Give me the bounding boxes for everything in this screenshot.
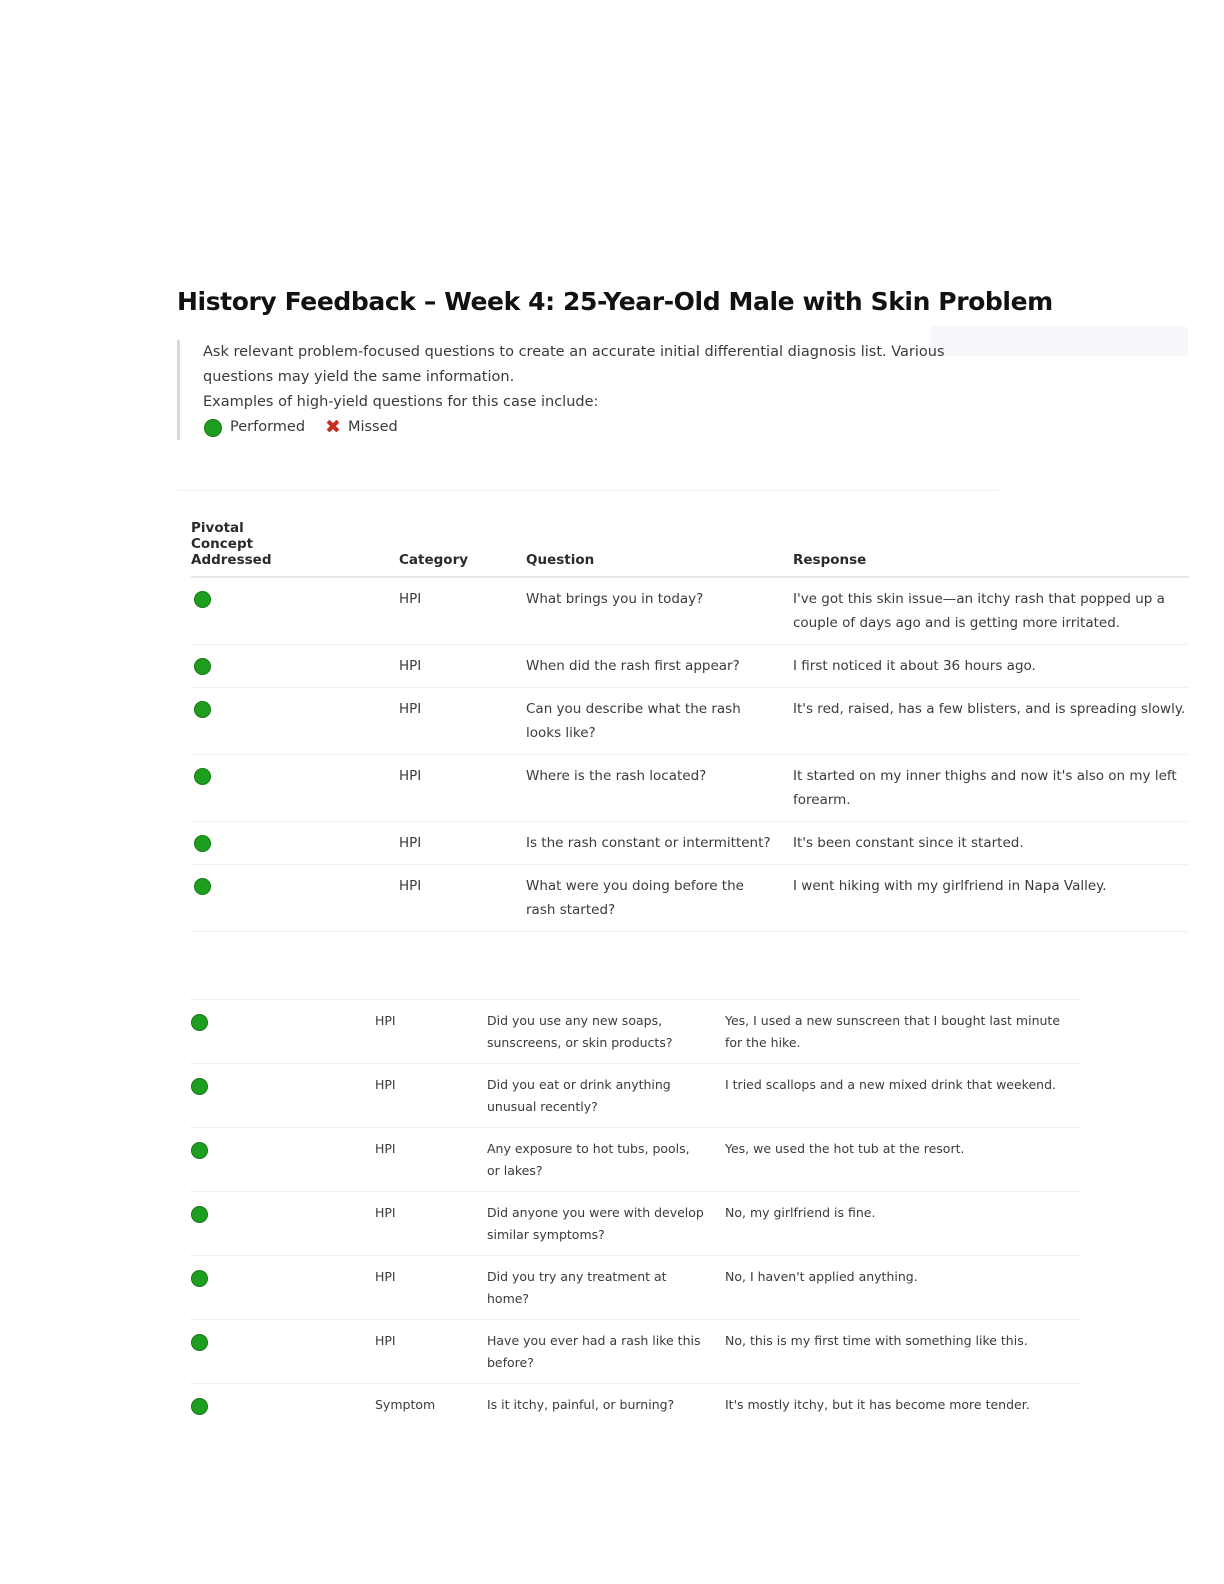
header-category: Category	[391, 520, 526, 577]
category-cell: HPI	[367, 1320, 487, 1384]
response-cell: It's been constant since it started.	[793, 822, 1189, 865]
category-cell: HPI	[367, 1128, 487, 1192]
performed-icon	[194, 768, 211, 785]
page-title: History Feedback – Week 4: 25-Year-Old Male with Skin Problem	[177, 287, 1053, 316]
question-cell: Is it itchy, painful, or burning?	[487, 1397, 675, 1412]
performed-icon	[194, 878, 211, 895]
category-cell: HPI	[367, 1000, 487, 1064]
response-cell: No, I haven't applied anything.	[725, 1256, 1080, 1320]
status-cell	[191, 577, 391, 645]
question-cell: Is the rash constant or intermittent?	[526, 822, 793, 865]
response-cell: I went hiking with my girlfriend in Napa Valley.	[793, 865, 1189, 932]
missed-icon: ✖	[325, 416, 341, 438]
status-cell	[191, 755, 391, 822]
category-cell: HPI	[391, 688, 526, 755]
table-row	[190, 1256, 1080, 1320]
question-cell: Can you describe what the rash looks like?	[526, 688, 793, 755]
question-cell: Did you try any treatment at home?	[487, 1256, 725, 1320]
table-row	[191, 755, 1189, 822]
performed-icon	[194, 835, 211, 852]
performed-icon	[191, 1398, 208, 1415]
response-cell: I first noticed it about 36 hours ago.	[793, 645, 1189, 688]
status-cell	[190, 1256, 367, 1320]
response-cell: No, my girlfriend is fine.	[725, 1192, 1080, 1256]
table-row	[191, 577, 1189, 645]
intro-text-line-3: Examples of high-yield questions for this case include:	[203, 394, 599, 410]
performed-icon	[191, 1334, 208, 1351]
response-cell: Yes, we used the hot tub at the resort.	[725, 1128, 1080, 1192]
divider	[177, 490, 999, 491]
question-cell: Did anyone you were with develop similar symptoms?	[487, 1192, 725, 1256]
table-row	[190, 1064, 1080, 1128]
table-row	[190, 1320, 1080, 1384]
response-cell: It's mostly itchy, but it has become more tender.	[725, 1397, 1030, 1412]
question-cell: When did the rash first appear?	[526, 645, 793, 688]
question-cell: Did you eat or drink anything unusual recently?	[487, 1064, 725, 1128]
category-cell: Symptom	[375, 1397, 436, 1412]
response-cell: I tried scallops and a new mixed drink that weekend.	[725, 1064, 1080, 1128]
status-cell	[190, 1128, 367, 1192]
status-cell	[190, 1000, 367, 1064]
performed-icon	[191, 1270, 208, 1287]
status-cell	[190, 1320, 367, 1384]
status-cell	[190, 1384, 367, 1426]
table-row	[190, 1192, 1080, 1256]
table-row	[190, 1000, 1080, 1064]
table-row	[191, 822, 1189, 865]
category-cell: HPI	[391, 577, 526, 645]
performed-icon	[204, 419, 222, 437]
header-question: Question	[526, 520, 793, 577]
category-cell: HPI	[391, 755, 526, 822]
category-cell: HPI	[391, 645, 526, 688]
performed-icon	[191, 1206, 208, 1223]
feedback-table-part-1	[191, 520, 1189, 932]
instructions-block	[177, 340, 977, 440]
category-cell: HPI	[367, 1064, 487, 1128]
performed-icon	[191, 1078, 208, 1095]
table-row	[190, 1384, 1080, 1426]
performed-icon	[194, 591, 211, 608]
status-cell	[190, 1064, 367, 1128]
header-response: Response	[793, 520, 1189, 577]
table-row	[190, 1128, 1080, 1192]
question-cell: Where is the rash located?	[526, 755, 793, 822]
status-cell	[191, 822, 391, 865]
feedback-table-part-2	[190, 999, 1080, 1425]
response-cell: I've got this skin issue—an itchy rash that popped up a couple of days ago and is getting more irritated.	[793, 577, 1189, 645]
table-row	[191, 645, 1189, 688]
intro-text-line-1: Ask relevant problem-focused questions to create an accurate initial differential diagnosis list. Various	[203, 344, 945, 360]
performed-icon	[194, 658, 211, 675]
response-cell: No, this is my first time with something like this.	[725, 1320, 1080, 1384]
category-cell: HPI	[367, 1256, 487, 1320]
legend-performed-label: Performed	[230, 419, 306, 435]
table-row	[191, 688, 1189, 755]
category-cell: HPI	[367, 1192, 487, 1256]
performed-icon	[194, 701, 211, 718]
legend	[203, 415, 977, 440]
response-cell: It started on my inner thighs and now it's also on my left forearm.	[793, 755, 1189, 822]
status-cell	[191, 865, 391, 932]
table-row	[191, 865, 1189, 932]
legend-missed-label: Missed	[347, 419, 398, 435]
question-cell: Have you ever had a rash like this before?	[487, 1320, 725, 1384]
category-cell: HPI	[391, 822, 526, 865]
table-header-row	[191, 520, 1189, 577]
performed-icon	[191, 1014, 208, 1031]
question-cell: What brings you in today?	[526, 577, 793, 645]
response-cell: It's red, raised, has a few blisters, and is spreading slowly.	[793, 688, 1189, 755]
performed-icon	[191, 1142, 208, 1159]
intro-text-line-2: questions may yield the same information.	[203, 369, 515, 385]
header-pivotal-concept: Pivotal Concept Addressed	[191, 520, 391, 577]
status-cell	[191, 688, 391, 755]
question-cell: Did you use any new soaps, sunscreens, or skin products?	[487, 1000, 725, 1064]
status-cell	[191, 645, 391, 688]
question-cell: Any exposure to hot tubs, pools, or lakes?	[487, 1128, 725, 1192]
response-cell: Yes, I used a new sunscreen that I bought last minute for the hike.	[725, 1000, 1080, 1064]
category-cell: HPI	[391, 865, 526, 932]
question-cell: What were you doing before the rash started?	[526, 865, 793, 932]
status-cell	[190, 1192, 367, 1256]
